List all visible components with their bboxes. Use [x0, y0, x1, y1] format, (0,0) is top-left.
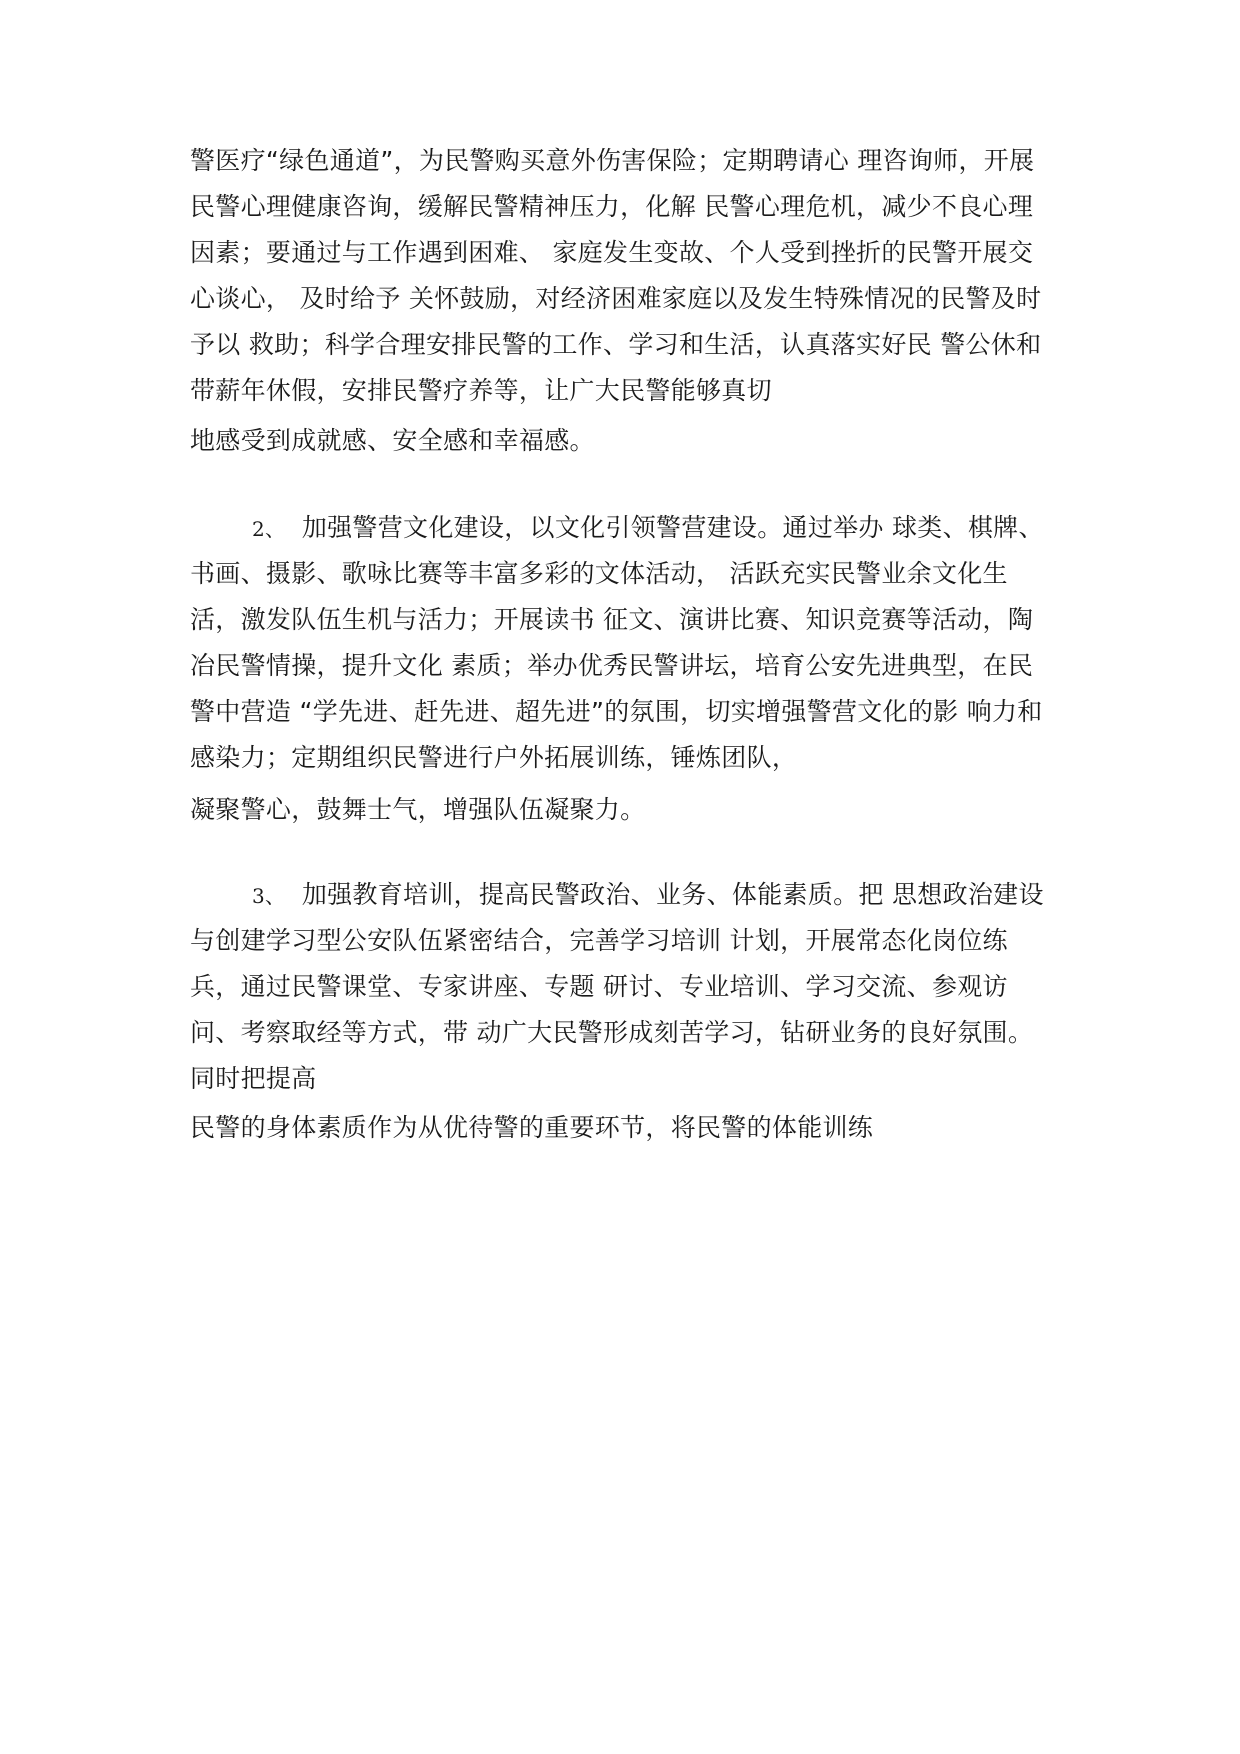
paragraph-2-line-2: 书画、摄影、歌咏比赛等丰富多彩的文体活动， 活跃充实民警业余文化生	[190, 559, 1008, 588]
paragraph-2-tail	[190, 787, 1070, 833]
paragraph-2-number: 2、	[252, 517, 286, 541]
paragraph-3-line-4: 问、考察取经等方式，带 动广大民警形成刻苦学习，钻研业务的良好氛围。	[190, 1018, 1034, 1047]
paragraph-1-line-1: 警医疗“绿色通道”，为民警购买意外伤害保险；定期聘请心 理咨询师，开展	[190, 146, 1035, 175]
paragraph-1-tail	[190, 418, 1070, 464]
paragraph-3-first-text: 加强教育培训，提高民警政治、业务、体能素质。把 思想政治建设	[301, 880, 1044, 909]
paragraph-2-line-5: 警中营造 “学先进、赶先进、超先进”的氛围，切实增强警营文化的影 响力和	[190, 697, 1043, 726]
paragraph-3-line-2: 与创建学习型公安队伍紧密结合，完善学习培训 计划，开展常态化岗位练	[190, 926, 1008, 955]
paragraph-3-tail	[190, 1105, 1070, 1151]
paragraph-3-line-3: 兵，通过民警课堂、专家讲座、专题 研讨、专业培训、学习交流、参观访	[190, 972, 1008, 1001]
paragraph-1-line-4: 心谈心， 及时给予 关怀鼓励，对经济困难家庭以及发生特殊情况的民警及时	[190, 284, 1042, 313]
paragraph-2-first-text: 加强警营文化建设，以文化引领警营建设。通过举办 球类、棋牌、	[301, 513, 1044, 542]
paragraph-1-line-6: 带薪年休假，安排民警疗养等，让广大民警能够真切	[190, 376, 772, 405]
paragraph-3	[190, 872, 1070, 1102]
paragraph-1-line-2: 民警心理健康咨询，缓解民警精神压力，化解 民警心理危机，减少不良心理	[190, 192, 1034, 221]
paragraph-3-tail-line: 民警的身体素质作为从优待警的重要环节，将民警的体能训练	[190, 1113, 874, 1142]
paragraph-2-first-line	[190, 505, 1070, 551]
paragraph-1-tail-line: 地感受到成就感、安全感和幸福感。	[190, 426, 595, 455]
paragraph-3-first-line	[190, 872, 1070, 918]
paragraph-3-line-5: 同时把提高	[190, 1064, 317, 1093]
paragraph-2-tail-line: 凝聚警心，鼓舞士气，增强队伍凝聚力。	[190, 795, 646, 824]
paragraph-2	[190, 505, 1070, 781]
paragraph-3-number: 3、	[252, 884, 286, 908]
paragraph-2-line-6: 感染力；定期组织民警进行户外拓展训练，锤炼团队，	[190, 743, 798, 772]
paragraph-2-line-3: 活，激发队伍生机与活力；开展读书 征文、演讲比赛、知识竞赛等活动，陶	[190, 605, 1034, 634]
paragraph-1-line-3: 因素；要通过与工作遇到困难、 家庭发生变故、个人受到挫折的民警开展交	[190, 238, 1034, 267]
paragraph-2-line-4: 冶民警情操，提升文化 素质；举办优秀民警讲坛，培育公安先进典型，在民	[190, 651, 1034, 680]
paragraph-1	[190, 138, 1070, 414]
paragraph-1-line-5: 予以 救助；科学合理安排民警的工作、学习和生活，认真落实好民 警公休和	[190, 330, 1042, 359]
